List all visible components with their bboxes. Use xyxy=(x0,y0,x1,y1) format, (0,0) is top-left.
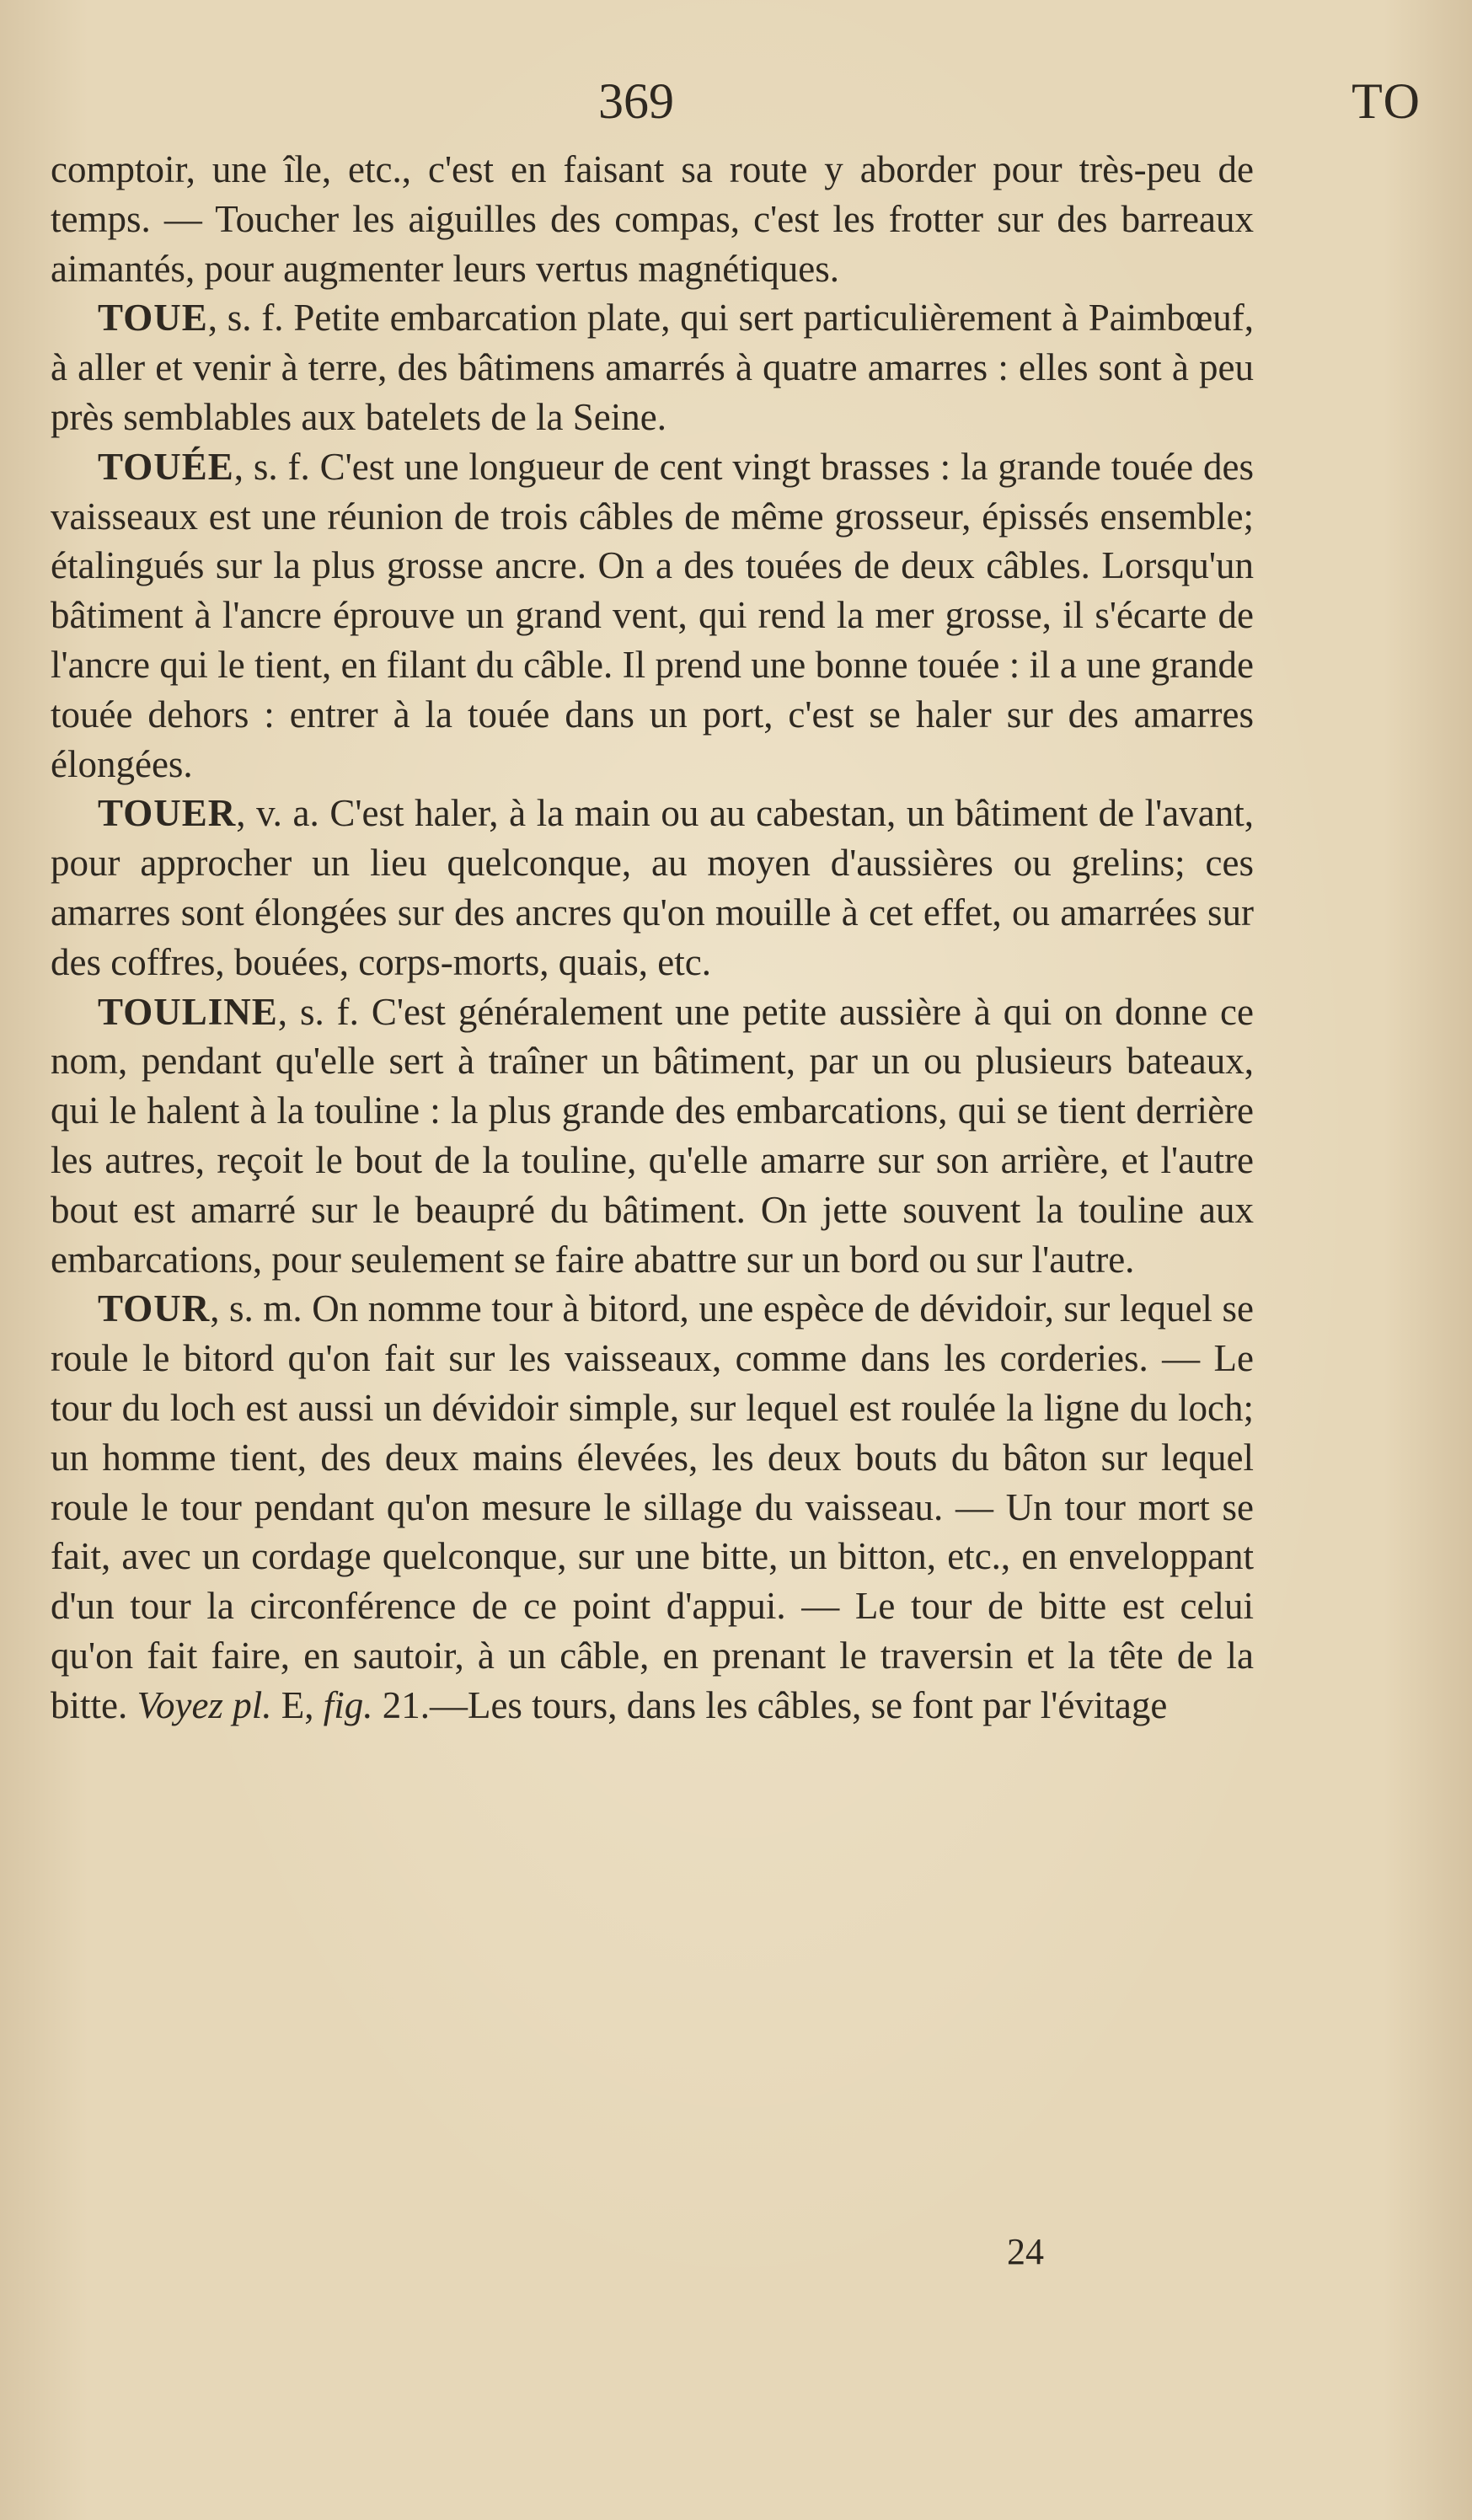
grammar-touee: , s. f. xyxy=(233,445,310,488)
headword-touee: TOUÉE xyxy=(98,445,234,488)
signature-mark: 24 xyxy=(1007,2231,1044,2272)
entry-touee xyxy=(51,442,1254,789)
page-number: 369 xyxy=(598,73,674,129)
reference-plate: E, xyxy=(271,1683,324,1726)
definition-touee: C'est une longueur de cent vingt brasses : la grande touée des vaisseaux est une réunion de trois câbles de même grosseur, épissés ensemble; étalingués sur la plus grosse ancre. On a des touées de deux câbles. Lorsqu'un bâtiment à l'ancre éprouve un grand vent, qui rend la mer grosse, il s'écarte de l'ancre qui le tient, en filant du câble. Il prend une bonne touée : il a une grande touée dehors : entrer à la touée dans un port, c'est se haler sur des amarres élongées. xyxy=(51,445,1254,785)
continuation-paragraph: comptoir, une île, etc., c'est en faisant sa route y aborder pour très-peu de temps. — Toucher les aiguilles des compas, c'est les frotter sur des barreaux aimantés, pour augmenter leurs vertus magnétiques. xyxy=(51,148,1254,290)
definition-tour-tail: 21.—Les tours, dans les câbles, se font par l'évitage xyxy=(372,1683,1168,1726)
grammar-touer: , v. a. xyxy=(236,792,319,835)
definition-tour: On nomme tour à bitord, une espèce de dévidoir, sur lequel se roule le bitord qu'on fait sur les vaisseaux, comme dans les corderies. — Le tour du loch est aussi un dévidoir simple, sur lequel est roulée la ligne du loch; un homme tient, des deux mains élevées, les deux bouts du bâton sur lequel roule le tour pendant qu'on mesure le sillage du vaisseau. — Un tour mort se fait, avec un cordage quelconque, sur une bitte, un bitton, etc., en enveloppant d'un tour la circonférence de ce point d'appui. — Le tour de bitte est celui qu'on fait faire, en sautoir, à un câble, en prenant le traversin et la tête de la bitte. xyxy=(51,1287,1255,1726)
grammar-toue: , s. f. xyxy=(207,297,284,340)
definition-touer: C'est haler, à la main ou au cabestan, un bâtiment de l'avant, pour approcher un lieu quelconque, au moyen d'aussières ou grelins; ces amarres sont élongées sur des ancres qu'on mouille à cet effet, ou amarrées sur des coffres, bouées, corps-morts, quais, etc. xyxy=(51,792,1254,983)
entry-touer xyxy=(51,789,1254,987)
dictionary-text xyxy=(51,145,1254,1731)
headword-tour: TOUR xyxy=(98,1287,211,1330)
headword-toue: TOUE xyxy=(98,297,208,340)
entry-toue xyxy=(51,293,1254,441)
reference-fig: fig. xyxy=(323,1683,373,1726)
entry-tour xyxy=(51,1284,1254,1730)
reference-voyez: Voyez pl. xyxy=(136,1683,272,1726)
entry-touline xyxy=(51,987,1254,1285)
definition-touline: C'est généralement une petite aussière à qui on donne ce nom, pendant qu'elle sert à traîner un bâtiment, par un ou plusieurs bateaux, qui le halent à la touline : la plus grande des embarcations, qui se tient derrière les autres, reçoit le bout de la touline, qu'elle amarre sur son arrière, et l'autre bout est amarré sur le beaupré du bâtiment. On jette souvent la touline aux embarcations, pour seulement se faire abattre sur un bord ou sur l'autre. xyxy=(51,990,1255,1281)
grammar-touline: , s. f. xyxy=(277,990,359,1033)
running-head-word: TO xyxy=(1352,73,1421,129)
definition-toue: Petite embarcation plate, qui sert particulièrement à Paimbœuf, à aller et venir à terre, des bâtimens amarrés à quatre amarres : elles sont à peu près semblables aux batelets de la Seine. xyxy=(51,297,1255,438)
headword-touer: TOUER xyxy=(98,792,237,835)
headword-touline: TOULINE xyxy=(98,990,278,1033)
running-head xyxy=(51,72,1421,140)
grammar-tour: , s. m. xyxy=(210,1287,302,1330)
